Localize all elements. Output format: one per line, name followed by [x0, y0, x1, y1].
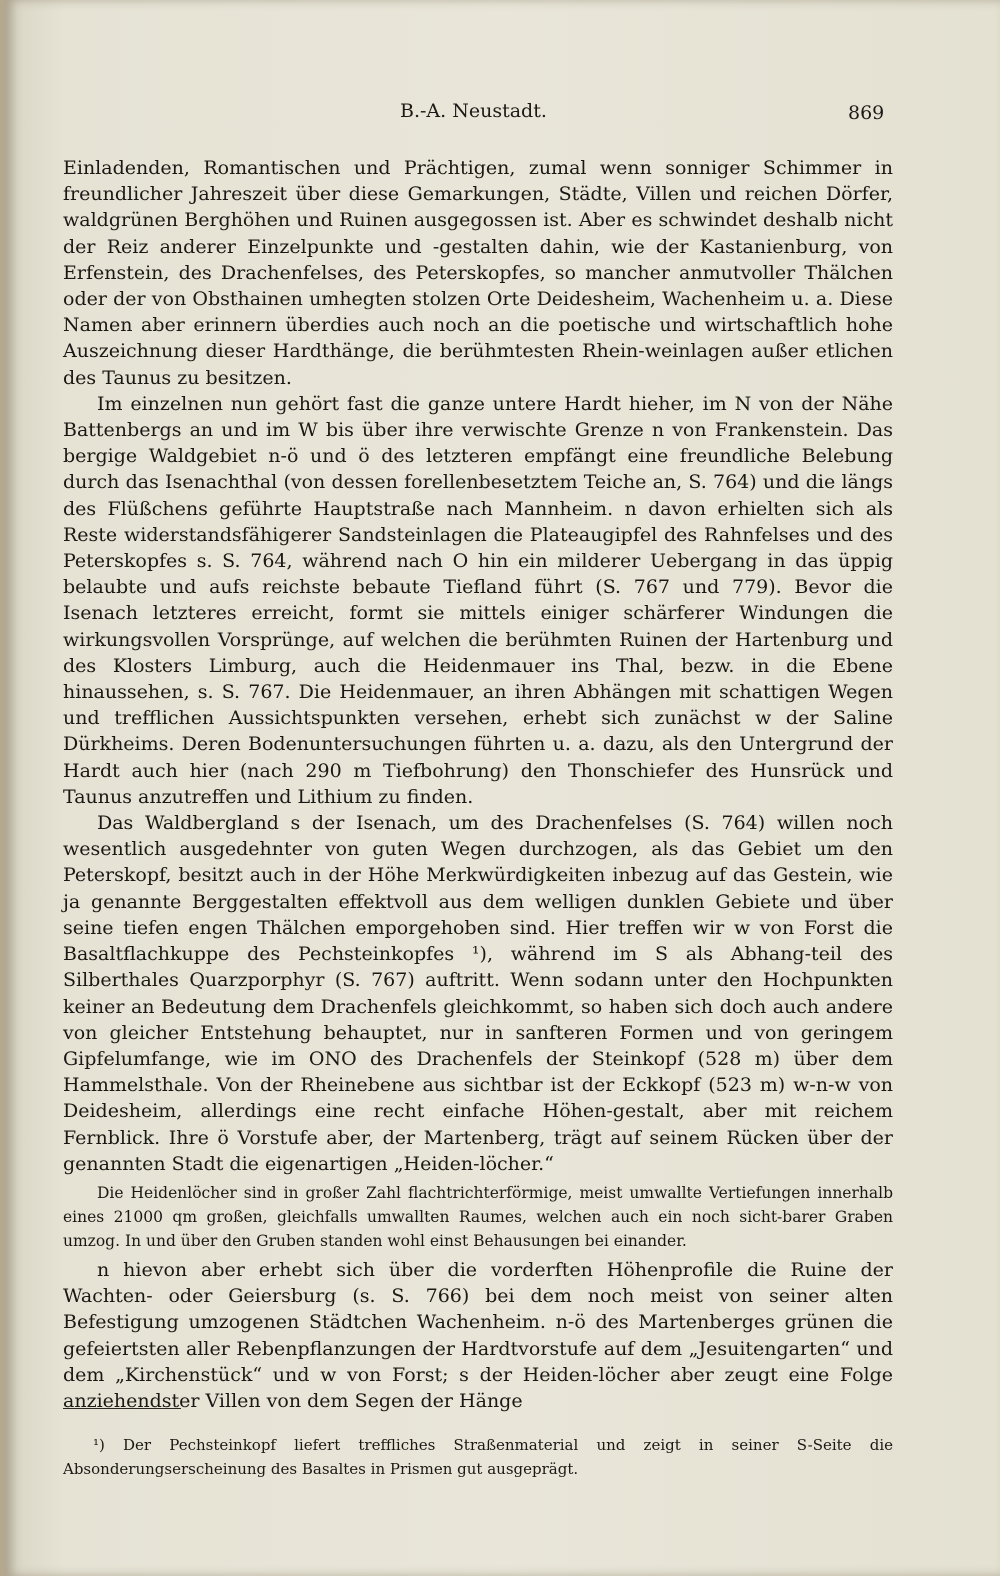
- book-page: [6, 0, 1000, 1576]
- paragraph-3: Das Waldbergland s der Isenach, um des Drachenfelses (S. 764) willen noch wesentlich ausgedehnter von guten Wegen durchzogen, als das Gebiet um den Peterskopf, besitzt auch in der Höhe Merkwürdigkeiten inbezug auf das Gestein, wie ja genannte Berggestalten effektvoll aus dem welligen dunklen Gebiete und über seine tiefen engen Thälchen emporgehoben sind. Hier treffen wir w von Forst die Basaltflachkuppe des Pechsteinkopfes ¹), während im S als Abhang-teil des Silberthales Quarzporphyr (S. 767) auftritt. Wenn sodann unter den Hochpunkten keiner an Bedeutung dem Drachenfels gleichkommt, so haben sich doch auch andere von gleicher Entstehung behauptet, nur in sanfteren Formen und von geringem Gipfelumfange, wie im ONO des Drachenfels der Steinkopf (528 m) über dem Hammelsthale. Von der Rheinebene aus sichtbar ist der Eckkopf (523 m) w-n-w von Deidesheim, allerdings eine recht einfache Höhen-gestalt, aber mit reichem Fernblick. Ihre ö Vorstufe aber, der Martenberg, trägt auf seinem Rücken über der genannten Stadt die eigenartigen „Heiden-löcher.“: [63, 812, 893, 1175]
- footnote: ¹) Der Pechsteinkopf liefert treffliches Straßenmaterial und zeigt in seiner S-Seite die Absonderungserscheinung des Basaltes in Prismen gut ausgeprägt.: [63, 1436, 893, 1478]
- footnote-divider: [63, 1408, 181, 1409]
- paragraph-4: n hievon aber erhebt sich über die vorderften Höhenprofile die Ruine der Wachten- oder Geiersburg (s. S. 766) bei dem noch meist von seiner alten Befestigung umzogenen Städtchen Wachenheim. n-ö des Martenberges grünen die gefeiertsten aller Rebenpflanzungen der Hardtvorstufe auf dem „Jesuitengarten“ und dem „Kirchenstück“ und w von Forst; s der Heiden-löcher aber zeugt eine Folge anziehendster Villen von dem Segen der Hänge: [63, 1258, 893, 1412]
- paragraph-2: Im einzelnen nun gehört fast die ganze untere Hardt hieher, im N von der Nähe Battenbergs an und im W bis über ihre verwischte Grenze n von Frankenstein. Das bergige Waldgebiet n-ö und ö des letzteren empfängt eine freundliche Belebung durch das Isenachthal (von dessen forellenbesetztem Teiche an, S. 764) und die längs des Flüßchens geführte Hauptstraße nach Mannheim. n davon erhielten sich als Reste widerstandsfähigerer Sandsteinlagen die Plateaugipfel des Rahnfelses und des Peterskopfes s. S. 764, während nach O hin ein milderer Uebergang in das üppig belaubte und aufs reichste bebaute Tiefland führt (S. 767 und 779). Bevor die Isenach letzteres erreicht, formt sie mittels einiger schärferer Windungen die wirkungsvollen Vorsprünge, auf welchen die berühmten Ruinen der Hartenburg und des Klosters Limburg, auch die Heidenmauer ins Thal, bezw. in die Ebene hinaussehen, s. S. 767. Die Heidenmauer, an ihren Abhängen mit schattigen Wegen und trefflichen Aussichtspunkten versehen, erhebt sich zunächst w der Saline Dürkheims. Deren Bodenuntersuchungen führten u. a. dazu, als den Untergrund der Hardt auch hier (nach 290 m Tiefbohrung) den Thonschiefer des Hunsrück und Taunus anzutreffen und Lithium zu finden.: [63, 392, 893, 808]
- page-number: 869: [848, 102, 885, 124]
- paragraph-1: Einladenden, Romantischen und Prächtigen, zumal wenn sonniger Schimmer in freundlicher Jahreszeit über diese Gemarkungen, Städte, Villen und reichen Dörfer, waldgrünen Berghöhen und Ruinen ausgegossen ist. Aber es schwindet deshalb nicht der Reiz anderer Einzelpunkte und -gestalten dahin, wie der Kastanienburg, von Erfenstein, des Drachenfelses, des Peterskopfes, so mancher anmutvoller Thälchen oder der von Obsthainen umhegten stolzen Orte Deidesheim, Wachenheim u. a. Diese Namen aber erinnern überdies auch noch an die poetische und wirtschaftlich hohe Auszeichnung dieser Hardthänge, die berühmtesten Rhein-weinlagen außer etlichen des Taunus zu besitzen.: [63, 157, 893, 389]
- body-text: [63, 155, 893, 1414]
- small-print-note: Die Heidenlöcher sind in großer Zahl flachtrichterförmige, meist umwallte Vertiefungen innerhalb eines 21000 qm großen, gleichfalls umwallten Raumes, welchen auch ein noch sicht-barer Graben umzog. In und über den Gruben standen wohl einst Behausungen bei einander.: [63, 1183, 893, 1250]
- running-head-title: B.-A. Neustadt.: [400, 100, 547, 122]
- running-head: [6, 100, 1000, 130]
